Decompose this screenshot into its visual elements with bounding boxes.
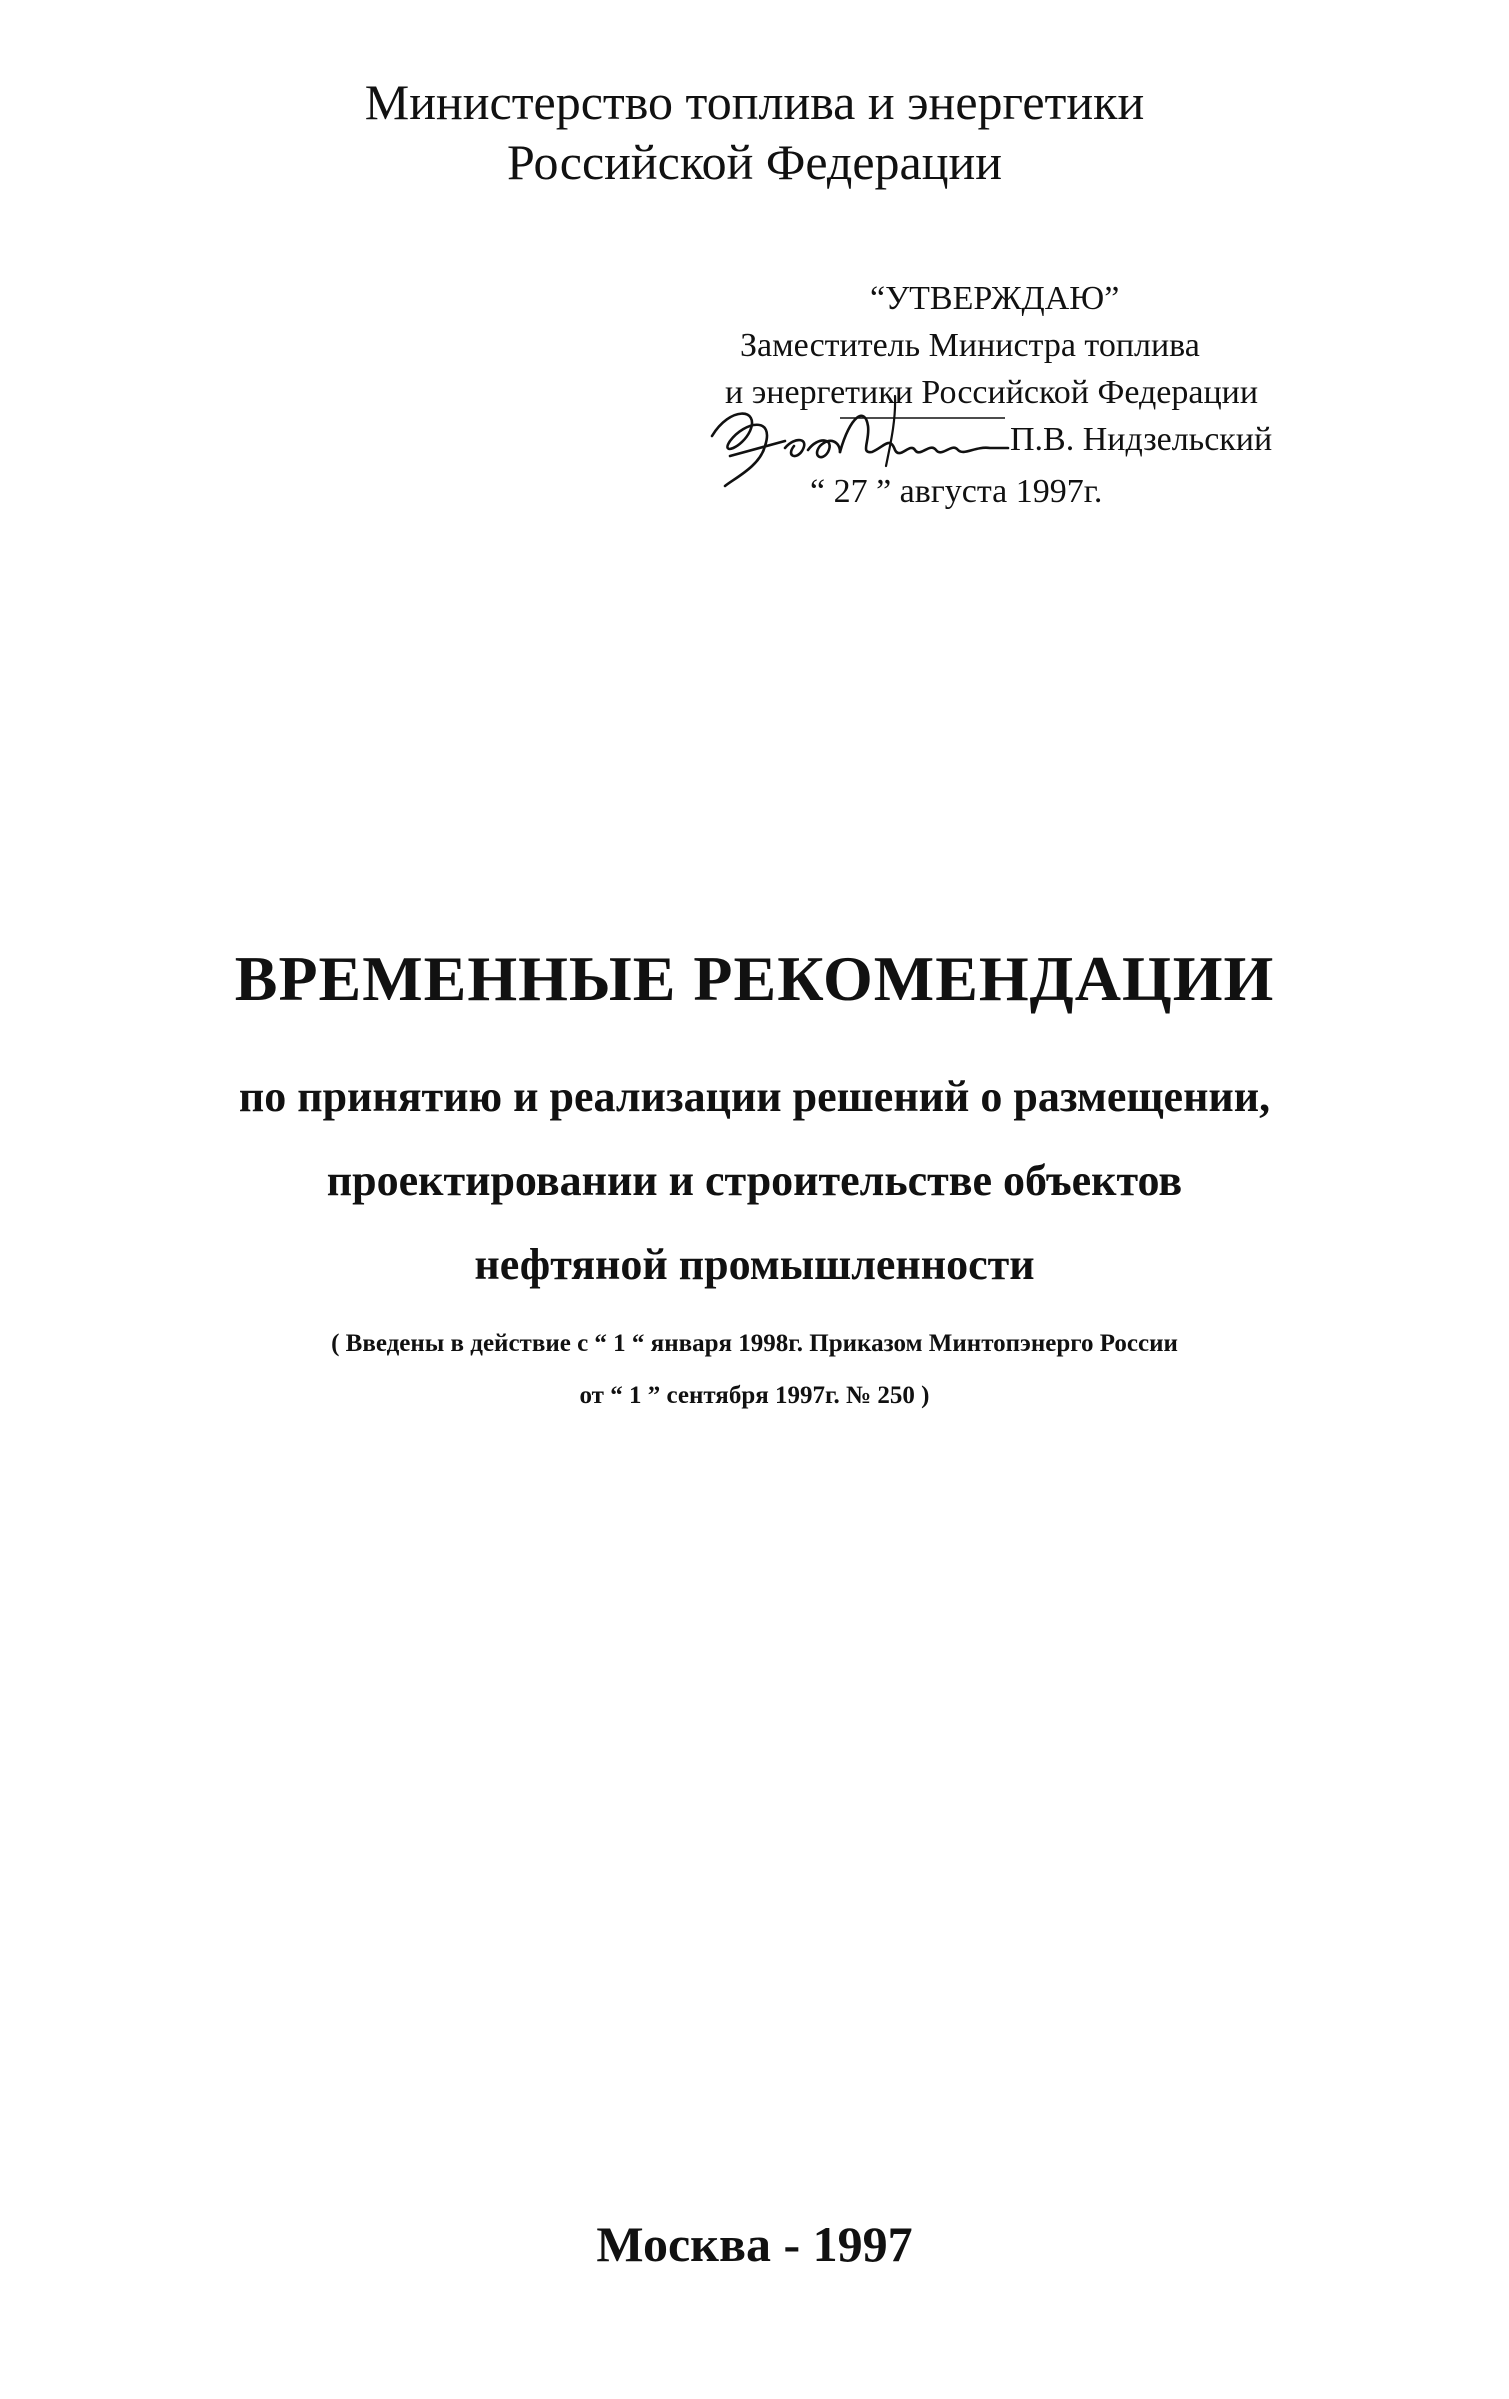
document-title: ВРЕМЕННЫЕ РЕКОМЕНДАЦИИ [234,943,1275,1014]
signature-row [700,416,1340,468]
enactment-note-line1: ( Введены в действие с “ 1 “ января 1998г. Приказом Минтопэнерго России [331,1330,1178,1357]
approval-stamp: “УТВЕРЖДАЮ” [870,280,1120,317]
enactment-note-line2: от “ 1 ” сентября 1997г. № 250 ) [579,1382,930,1409]
approver-position-line2: и энергетики Российской Федерации [725,374,1259,411]
ministry-name-line1: Министерство топлива и энергетики [364,74,1145,130]
subtitle-line1: по принятию и реализации решений о размещении, [238,1072,1271,1121]
subtitle-line3: нефтяной промышленности [474,1240,1035,1289]
document-subtitle [0,1055,1509,1307]
approval-date: “ 27 ” августа 1997г. [810,473,1103,510]
enactment-note [0,1318,1509,1422]
ministry-name-line2: Российской Федерации [506,134,1003,190]
city-year: Москва - 1997 [596,2216,913,2272]
approval-block [700,275,1340,515]
signer-name: П.В. Нидзельский [1010,421,1273,458]
approver-position-line1: Заместитель Министра топлива [740,327,1200,364]
ministry-header [0,72,1509,192]
subtitle-line2: проектировании и строительстве объектов [326,1156,1183,1205]
